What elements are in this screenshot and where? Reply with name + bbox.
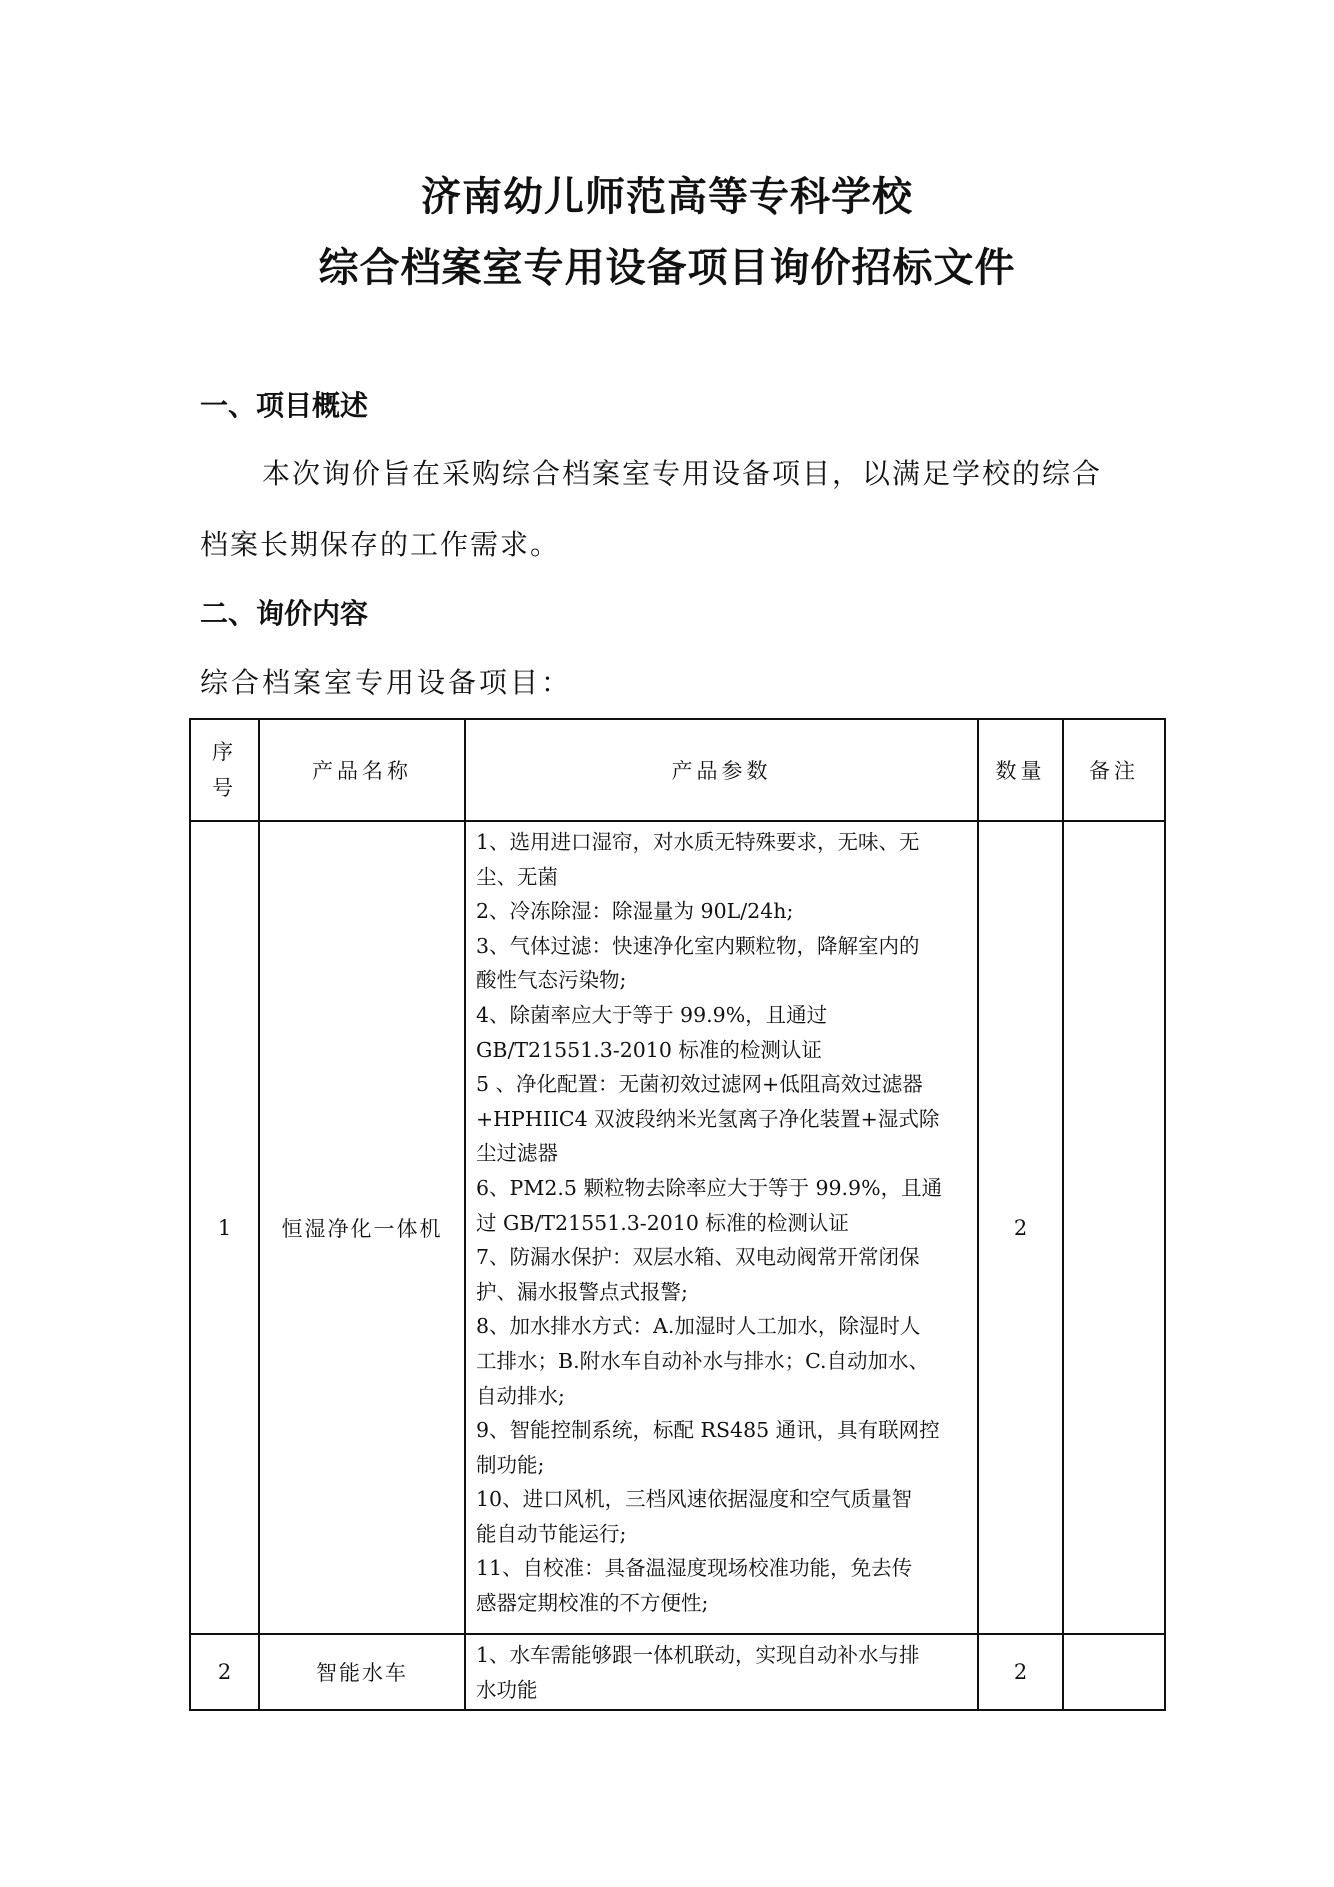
document-title-line2: 综合档案室专用设备项目询价招标文件 <box>318 245 1016 291</box>
row-product-name: 恒湿净化一体机 <box>259 821 465 1634</box>
param-line: 4、除菌率应大于等于 99.9%，且通过 <box>476 1002 828 1027</box>
param-line: 1、选用进口湿帘，对水质无特殊要求，无味、无 <box>476 830 920 854</box>
param-line: 自动排水; <box>476 1383 565 1408</box>
row-index: 1 <box>190 821 259 1634</box>
row-remark <box>1063 1634 1165 1710</box>
equipment-spec-table <box>189 718 1166 1711</box>
row-product-name: 智能水车 <box>259 1634 465 1710</box>
param-line: 护、漏水报警点式报警; <box>476 1279 688 1304</box>
param-line: 6、PM2.5 颗粒物去除率应大于等于 99.9%，且通 <box>476 1175 943 1200</box>
param-line: 11、自校准：具备温湿度现场校准功能，免去传 <box>476 1556 913 1581</box>
row-product-params <box>465 821 978 1634</box>
param-line: 制功能; <box>476 1452 545 1477</box>
param-line: 尘过滤器 <box>476 1141 558 1166</box>
param-line: 3、气体过滤：快速净化室内颗粒物，降解室内的 <box>476 933 920 958</box>
section-heading-inquiry-content: 二、询价内容 <box>200 597 369 630</box>
param-line: 8、加水排水方式：A.加湿时人工加水，除湿时人 <box>476 1314 921 1339</box>
row-product-params <box>465 1634 978 1710</box>
header-index <box>190 719 259 821</box>
header-remark: 备注 <box>1063 719 1165 821</box>
param-line: 7、防漏水保护：双层水箱、双电动阀常开常闭保 <box>476 1245 920 1270</box>
overview-paragraph-line2: 档案长期保存的工作需求。 <box>200 528 561 561</box>
row-quantity: 2 <box>978 1634 1063 1710</box>
param-line: +HPHIIC4 双波段纳米光氢离子净化装置+湿式除 <box>476 1106 940 1131</box>
header-product-name: 产品名称 <box>259 719 465 821</box>
param-line: 工排水；B.附水车自动补水与排水；C.自动加水、 <box>476 1348 930 1373</box>
row-index: 2 <box>190 1634 259 1710</box>
param-line: 1、水车需能够跟一体机联动，实现自动补水与排 <box>476 1643 920 1667</box>
param-line: GB/T21551.3-2010 标准的检测认证 <box>476 1037 822 1062</box>
table-row <box>190 1634 1165 1710</box>
header-index-line1: 序 <box>212 740 237 764</box>
table-header-row <box>190 719 1165 821</box>
param-line: 水功能 <box>476 1677 538 1702</box>
param-line: 酸性气态污染物; <box>476 968 627 993</box>
row-remark <box>1063 821 1165 1634</box>
header-quantity: 数量 <box>978 719 1063 821</box>
param-line: 10、进口风机，三档风速依据湿度和空气质量智 <box>476 1487 913 1512</box>
document-title-line1: 济南幼儿师范高等专科学校 <box>421 174 913 220</box>
param-line: 过 GB/T21551.3-2010 标准的检测认证 <box>476 1210 849 1235</box>
param-line: 2、冷冻除湿：除湿量为 90L/24h; <box>476 899 794 924</box>
param-line: 能自动节能运行; <box>476 1521 627 1546</box>
row-quantity: 2 <box>978 821 1063 1634</box>
param-line: 5 、净化配置：无菌初效过滤网+低阻高效过滤器 <box>476 1072 923 1097</box>
param-line: 尘、无菌 <box>476 864 558 889</box>
table-row <box>190 821 1165 1634</box>
overview-paragraph-line1: 本次询价旨在采购综合档案室专用设备项目，以满足学校的综合 <box>262 457 1103 490</box>
table-intro-text: 综合档案室专用设备项目： <box>200 666 573 699</box>
param-line: 9、智能控制系统，标配 RS485 通讯，具有联网控 <box>476 1418 940 1443</box>
param-line: 感器定期校准的不方便性; <box>476 1591 709 1616</box>
header-product-params: 产品参数 <box>465 719 978 821</box>
section-heading-overview: 一、项目概述 <box>200 389 369 422</box>
header-index-line2: 号 <box>212 776 237 800</box>
